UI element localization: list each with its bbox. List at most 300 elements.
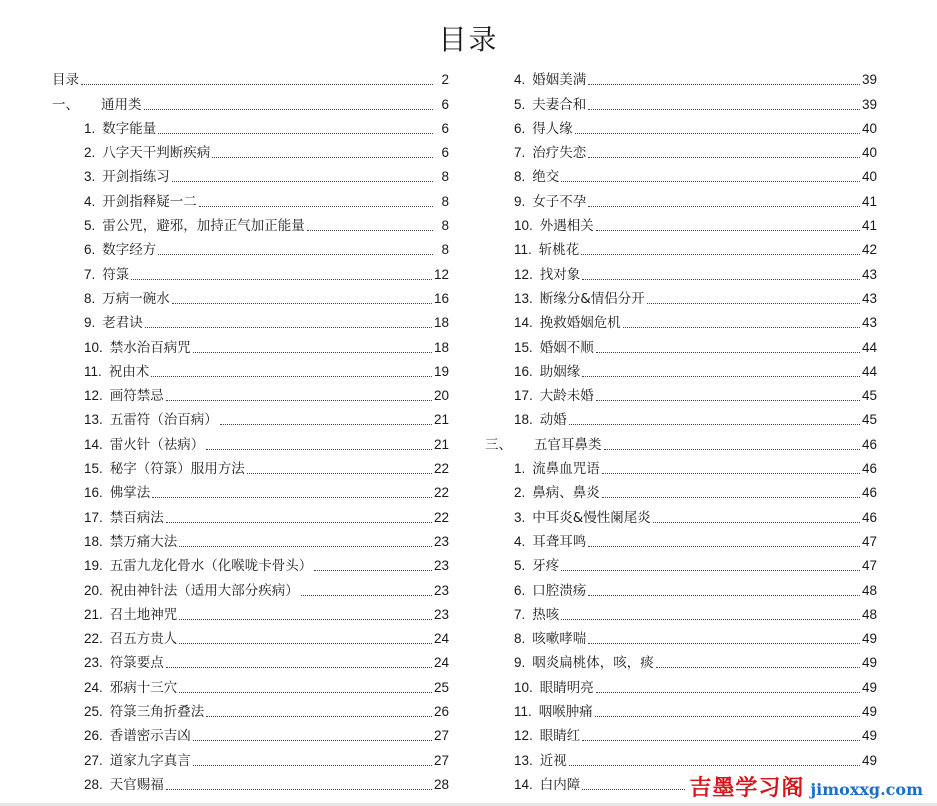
toc-entry-title: 热咳 (532, 606, 560, 623)
toc-leader-dots (561, 619, 860, 620)
toc-entry-title: 耳聋耳鸣 (532, 533, 587, 550)
toc-leader-dots (623, 327, 860, 328)
toc-entry-number: 22. (84, 631, 103, 647)
toc-leader-dots (647, 303, 860, 304)
toc-entry[interactable] (485, 331, 877, 355)
toc-leader-dots (588, 84, 860, 85)
toc-entry-page-number: 24 (433, 655, 449, 671)
toc-leader-dots (596, 400, 860, 401)
toc-entry-page-number: 40 (861, 120, 877, 136)
toc-entry[interactable] (52, 477, 449, 501)
toc-entry[interactable] (485, 307, 877, 331)
toc-entry-number: 三、 (485, 436, 512, 452)
toc-entry-number: 11. (84, 363, 102, 379)
toc-entry-title: 白内障 (539, 776, 581, 793)
toc-entry-page-number: 40 (861, 169, 877, 185)
toc-entry-page-number: 43 (861, 315, 877, 331)
toc-entry-title: 外遇相关 (539, 218, 594, 235)
toc-entry-page-number: 45 (861, 388, 877, 404)
toc-entry[interactable] (485, 550, 877, 574)
toc-leader-dots (206, 449, 432, 450)
toc-entry-page-number: 49 (861, 704, 877, 720)
toc-entry[interactable] (485, 453, 877, 477)
toc-entry-title: 治疗失恋 (532, 145, 587, 162)
toc-right-column (485, 64, 877, 793)
toc-entry-title: 邪病十三穴 (109, 679, 178, 696)
toc-entry-number: 23. (84, 655, 103, 671)
toc-entry-number: 5. (514, 558, 526, 574)
toc-entry-page-number: 47 (861, 558, 877, 574)
toc-entry-number: 6. (84, 242, 96, 258)
toc-leader-dots (199, 206, 433, 207)
toc-entry-number: 17. (514, 388, 533, 404)
toc-entry-title: 找对象 (539, 266, 581, 283)
toc-entry-number: 10. (84, 339, 103, 355)
toc-entry-page-number: 45 (861, 412, 877, 428)
toc-entry-title: 通用类 (101, 96, 142, 113)
toc-entry-number: 1. (84, 120, 96, 136)
page-title: 目录 (438, 23, 499, 56)
toc-entry[interactable] (485, 64, 877, 88)
toc-entry-title: 召土地神咒 (109, 606, 178, 623)
toc-leader-dots (151, 376, 432, 377)
watermark-cn-text: 吉墨学习阁 (689, 776, 805, 801)
toc-entry[interactable] (485, 526, 877, 550)
toc-entry-number: 7. (84, 266, 96, 282)
toc-entry-title: 道家九字真言 (109, 752, 191, 769)
toc-entry-page-number: 46 (861, 436, 877, 452)
toc-leader-dots (653, 522, 860, 523)
toc-leader-dots (179, 692, 432, 693)
toc-entry-title: 咽炎扁桃体，咳，痰 (532, 655, 654, 672)
toc-leader-dots (81, 84, 433, 85)
toc-entry[interactable] (485, 380, 877, 404)
toc-leader-dots (604, 449, 860, 450)
toc-entry-title: 牙疼 (532, 558, 560, 575)
toc-entry-number: 9. (84, 315, 96, 331)
toc-entry-number: 11. (514, 704, 532, 720)
toc-entry-title: 女子不孕 (532, 193, 587, 210)
toc-entry[interactable] (52, 428, 449, 452)
toc-entry-page-number: 26 (433, 704, 449, 720)
toc-leader-dots (158, 133, 433, 134)
toc-entry-title: 祝由神针法（适用大部分疾病） (109, 582, 299, 599)
toc-entry-title: 挽救婚姻危机 (539, 315, 621, 332)
toc-entry[interactable] (485, 599, 877, 623)
toc-leader-dots (588, 595, 860, 596)
toc-entry-title: 禁水治百病咒 (109, 339, 191, 356)
toc-entry[interactable] (52, 356, 449, 380)
toc-entry-number: 25. (84, 704, 103, 720)
toc-entry[interactable] (52, 769, 449, 793)
toc-entry[interactable] (52, 647, 449, 671)
toc-entry-number: 20. (84, 582, 103, 598)
toc-entry-title: 眼睛红 (539, 728, 581, 745)
toc-entry-number: 8. (514, 169, 526, 185)
toc-entry-page-number: 42 (861, 242, 877, 258)
toc-entry-page-number: 8 (441, 242, 449, 258)
toc-entry-title: 禁万痛大法 (109, 533, 178, 550)
toc-entry-number: 8. (514, 631, 526, 647)
watermark-url-text: jimoxxg.com (810, 780, 923, 799)
toc-entry-number: 一、 (52, 96, 79, 112)
toc-entry-page-number: 23 (433, 558, 449, 574)
toc-entry-number: 1. (514, 461, 526, 477)
toc-leader-dots (193, 740, 432, 741)
toc-leader-dots (588, 206, 860, 207)
toc-entry-title: 得人缘 (532, 120, 573, 137)
toc-entry-page-number: 44 (861, 363, 877, 379)
toc-entry-page-number: 12 (433, 266, 449, 282)
toc-entry-number: 26. (84, 728, 103, 744)
toc-entry-number: 3. (84, 169, 96, 185)
toc-leader-dots (247, 473, 432, 474)
toc-leader-dots (561, 181, 860, 182)
toc-leader-dots (588, 157, 860, 158)
toc-entry[interactable] (52, 720, 449, 744)
toc-leader-dots (595, 716, 860, 717)
toc-entry-page-number: 28 (433, 776, 449, 792)
toc-entry-page-number: 2 (441, 72, 449, 88)
toc-entry-number: 7. (514, 145, 526, 161)
toc-entry[interactable] (52, 161, 449, 185)
toc-entry[interactable] (485, 88, 877, 112)
toc-entry-number: 14. (514, 315, 533, 331)
toc-entry-page-number: 8 (441, 169, 449, 185)
toc-entry-number: 16. (514, 363, 533, 379)
toc-leader-dots (212, 157, 433, 158)
toc-entry-page-number: 41 (861, 193, 877, 209)
toc-entry-title: 祝由术 (108, 363, 150, 380)
toc-entry[interactable] (52, 599, 449, 623)
toc-entry[interactable] (485, 428, 877, 452)
toc-entry-title: 召五方贵人 (109, 631, 178, 648)
toc-leader-dots (596, 692, 860, 693)
toc-entry-title: 开剑指练习 (102, 169, 170, 186)
toc-entry-number: 21. (84, 606, 103, 622)
toc-entry[interactable] (52, 113, 449, 137)
toc-entry-title: 鼻病、鼻炎 (532, 485, 600, 502)
toc-entry-page-number: 49 (861, 631, 877, 647)
toc-entry-page-number: 46 (861, 461, 877, 477)
toc-entry-number: 24. (84, 679, 103, 695)
toc-entry-number: 14. (84, 436, 103, 452)
toc-entry-number: 19. (84, 558, 103, 574)
toc-entry-page-number: 22 (433, 509, 449, 525)
toc-entry[interactable] (485, 356, 877, 380)
toc-entry[interactable] (485, 283, 877, 307)
toc-entry-page-number: 18 (433, 315, 449, 331)
toc-entry-page-number: 23 (433, 533, 449, 549)
watermark (685, 771, 927, 802)
toc-entry-number: 15. (84, 461, 103, 477)
toc-entry[interactable] (52, 185, 449, 209)
toc-entry-title: 数字经方 (102, 242, 157, 259)
toc-entry[interactable] (52, 404, 449, 428)
toc-entry-number: 7. (514, 606, 526, 622)
toc-leader-dots (596, 230, 860, 231)
toc-entry[interactable] (52, 283, 449, 307)
toc-entry-number: 8. (84, 290, 96, 306)
toc-entry[interactable] (52, 331, 449, 355)
toc-entry[interactable] (485, 137, 877, 161)
toc-entry[interactable] (52, 210, 449, 234)
toc-entry[interactable] (52, 88, 449, 112)
toc-entry-number: 4. (84, 193, 96, 209)
toc-entry-page-number: 6 (441, 96, 449, 112)
toc-entry-page-number: 22 (433, 461, 449, 477)
toc-entry[interactable] (52, 453, 449, 477)
toc-entry[interactable] (52, 574, 449, 598)
toc-entry-page-number: 48 (861, 582, 877, 598)
toc-entry-title: 符箓 (102, 266, 130, 283)
toc-entry[interactable] (52, 137, 449, 161)
toc-leader-dots (179, 619, 432, 620)
toc-entry[interactable] (485, 161, 877, 185)
toc-entry-number: 4. (514, 72, 526, 88)
toc-entry[interactable] (52, 307, 449, 331)
toc-entry-page-number: 27 (433, 728, 449, 744)
toc-entry-page-number: 39 (861, 96, 877, 112)
toc-entry-title: 动婚 (539, 412, 567, 429)
toc-entry-title: 符箓三角折叠法 (109, 704, 205, 721)
toc-entry-page-number: 46 (861, 509, 877, 525)
toc-entry-number: 6. (514, 582, 526, 598)
toc-entry-page-number: 22 (433, 485, 449, 501)
toc-entry-page-number: 49 (861, 752, 877, 768)
toc-entry-number: 13. (514, 290, 533, 306)
toc-leader-dots (602, 497, 860, 498)
toc-entry[interactable] (485, 404, 877, 428)
toc-entry-number: 12. (514, 266, 533, 282)
toc-entry-title: 夫妻合和 (532, 96, 587, 113)
toc-leader-dots (602, 473, 860, 474)
toc-entry-page-number: 6 (441, 120, 449, 136)
toc-entry-page-number: 43 (861, 290, 877, 306)
toc-leader-dots (575, 133, 860, 134)
toc-entry[interactable] (485, 720, 877, 744)
toc-leader-dots (144, 109, 434, 110)
toc-entry-title: 断缘分&情侣分开 (539, 290, 645, 307)
toc-entry-number: 18. (84, 533, 103, 549)
toc-leader-dots (314, 570, 432, 571)
toc-leader-dots (166, 522, 432, 523)
toc-entry-page-number: 48 (861, 606, 877, 622)
toc-entry[interactable] (52, 526, 449, 550)
toc-entry-title: 助姻缘 (539, 363, 581, 380)
toc-entry[interactable] (485, 744, 877, 768)
toc-entry[interactable] (52, 380, 449, 404)
toc-entry[interactable] (485, 185, 877, 209)
toc-leader-dots (307, 230, 433, 231)
toc-entry-number: 13. (84, 412, 103, 428)
toc-leader-dots (193, 352, 432, 353)
toc-entry[interactable] (485, 696, 877, 720)
toc-entry-number: 6. (514, 120, 526, 136)
toc-entry[interactable] (485, 113, 877, 137)
toc-entry-number: 15. (514, 339, 533, 355)
toc-entry[interactable] (52, 671, 449, 695)
toc-entry-number: 3. (514, 509, 526, 525)
toc-entry-title: 绝交 (532, 169, 560, 186)
toc-entry[interactable] (52, 64, 449, 88)
toc-entry-number: 9. (514, 655, 526, 671)
toc-entry-page-number: 40 (861, 145, 877, 161)
toc-leader-dots (582, 279, 860, 280)
toc-leader-dots (179, 546, 432, 547)
toc-entry-page-number: 24 (433, 631, 449, 647)
toc-entry-title: 秘字（符箓）服用方法 (109, 461, 245, 478)
toc-leader-dots (588, 643, 860, 644)
toc-leader-dots (561, 570, 860, 571)
toc-entry-number: 5. (84, 218, 96, 234)
toc-entry-page-number: 49 (861, 679, 877, 695)
toc-entry-page-number: 19 (433, 363, 449, 379)
toc-entry-page-number: 16 (433, 290, 449, 306)
toc-entry[interactable] (52, 258, 449, 282)
toc-entry-title: 口腔溃疡 (532, 582, 587, 599)
toc-entry-page-number: 49 (861, 728, 877, 744)
toc-entry-title: 画符禁忌 (109, 388, 164, 405)
toc-entry-title: 近视 (539, 752, 567, 769)
toc-entry-title: 流鼻血咒语 (532, 461, 600, 478)
toc-entry-number: 10. (514, 679, 533, 695)
toc-entry-number: 2. (84, 145, 96, 161)
toc-entry[interactable] (485, 574, 877, 598)
toc-entry-title: 天官赐福 (109, 776, 164, 793)
toc-entry-number: 28. (84, 776, 103, 792)
toc-entry[interactable] (485, 671, 877, 695)
toc-entry[interactable] (52, 550, 449, 574)
toc-entry-number: 12. (514, 728, 533, 744)
toc-entry-number: 12. (84, 388, 103, 404)
toc-leader-dots (220, 424, 432, 425)
toc-leader-dots (582, 740, 860, 741)
toc-leader-dots (179, 643, 432, 644)
toc-entry-title: 佛掌法 (109, 485, 151, 502)
toc-entry-title: 香谱密示吉凶 (109, 728, 191, 745)
toc-leader-dots (166, 400, 432, 401)
toc-entry-title: 大龄未婚 (539, 388, 594, 405)
toc-entry-page-number: 41 (861, 218, 877, 234)
toc-entry-title: 五官耳鼻类 (534, 436, 602, 453)
toc-entry-title: 雷公咒，避邪，加持正气加正能量 (102, 218, 305, 235)
toc-leader-dots (569, 424, 860, 425)
toc-entry-title: 雷火针（祛病） (109, 436, 205, 453)
toc-entry-number: 16. (84, 485, 103, 501)
toc-leader-dots (301, 595, 432, 596)
toc-entry[interactable] (485, 623, 877, 647)
toc-entry-page-number: 21 (433, 412, 449, 428)
toc-entry-title: 老君诀 (102, 315, 143, 332)
toc-leader-dots (581, 254, 860, 255)
toc-left-column (52, 64, 449, 793)
toc-entry-title: 婚姻美满 (532, 72, 587, 89)
toc-leader-dots (588, 546, 860, 547)
toc-entry-title: 目录 (52, 72, 79, 89)
toc-entry-title: 数字能量 (102, 120, 157, 137)
toc-leader-dots (582, 376, 860, 377)
toc-entry-title: 斩桃花 (538, 242, 580, 259)
toc-leader-dots (569, 765, 860, 766)
toc-entry-title: 婚姻不顺 (539, 339, 594, 356)
toc-entry-page-number: 23 (433, 606, 449, 622)
toc-entry[interactable] (52, 234, 449, 258)
toc-entry[interactable] (485, 210, 877, 234)
toc-entry-page-number: 25 (433, 679, 449, 695)
toc-leader-dots (152, 497, 432, 498)
toc-entry-title: 开剑指释疑一二 (102, 193, 197, 210)
toc-entry[interactable] (485, 647, 877, 671)
toc-entry-number: 13. (514, 752, 533, 768)
toc-entry[interactable] (52, 696, 449, 720)
toc-entry-number: 18. (514, 412, 533, 428)
toc-entry-page-number: 20 (433, 388, 449, 404)
toc-leader-dots (166, 667, 432, 668)
toc-leader-dots (193, 765, 432, 766)
toc-entry-title: 禁百病法 (109, 509, 164, 526)
toc-leader-dots (588, 109, 860, 110)
toc-entry[interactable] (485, 477, 877, 501)
toc-leader-dots (166, 789, 432, 790)
toc-entry-number: 4. (514, 533, 526, 549)
toc-entry-number: 17. (84, 509, 103, 525)
toc-entry-title: 咽喉肿痛 (538, 704, 593, 721)
toc-leader-dots (145, 327, 432, 328)
toc-entry-title: 眼睛明亮 (539, 679, 594, 696)
toc-leader-dots (131, 279, 432, 280)
toc-entry[interactable] (485, 501, 877, 525)
toc-entry-title: 八字天干判断疾病 (102, 145, 211, 162)
toc-entry-page-number: 8 (441, 218, 449, 234)
toc-entry-page-number: 27 (433, 752, 449, 768)
toc-entry[interactable] (52, 501, 449, 525)
toc-entry-page-number: 21 (433, 436, 449, 452)
toc-entry-number: 2. (514, 485, 526, 501)
toc-entry-title: 五雷九龙化骨水（化喉咙卡骨头） (109, 558, 313, 575)
toc-leader-dots (158, 254, 433, 255)
toc-entry-number: 10. (514, 218, 533, 234)
toc-leader-dots (172, 181, 433, 182)
toc-entry[interactable] (52, 744, 449, 768)
toc-entry[interactable] (485, 258, 877, 282)
toc-entry-number: 9. (514, 193, 526, 209)
toc-entry-number: 5. (514, 96, 526, 112)
toc-entry-title: 咳嗽哮喘 (532, 631, 587, 648)
toc-entry-page-number: 49 (861, 655, 877, 671)
toc-leader-dots (596, 352, 860, 353)
toc-entry-title: 万病一碗水 (102, 290, 170, 307)
toc-entry-page-number: 43 (861, 266, 877, 282)
toc-entry-title: 五雷符（治百病） (109, 412, 218, 429)
toc-entry[interactable] (52, 623, 449, 647)
toc-entry-page-number: 47 (861, 533, 877, 549)
toc-leader-dots (656, 667, 860, 668)
toc-leader-dots (206, 716, 432, 717)
toc-entry-number: 27. (84, 752, 103, 768)
toc-entry-page-number: 46 (861, 485, 877, 501)
toc-entry-page-number: 18 (433, 339, 449, 355)
toc-entry-number: 11. (514, 242, 532, 258)
toc-entry-title: 符箓要点 (109, 655, 164, 672)
toc-entry-page-number: 39 (861, 72, 877, 88)
toc-entry-number: 14. (514, 776, 533, 792)
toc-entry-page-number: 23 (433, 582, 449, 598)
toc-leader-dots (172, 303, 432, 304)
toc-entry-page-number: 8 (441, 193, 449, 209)
toc-entry-title: 中耳炎&慢性阑尾炎 (532, 509, 651, 526)
toc-entry[interactable] (485, 234, 877, 258)
